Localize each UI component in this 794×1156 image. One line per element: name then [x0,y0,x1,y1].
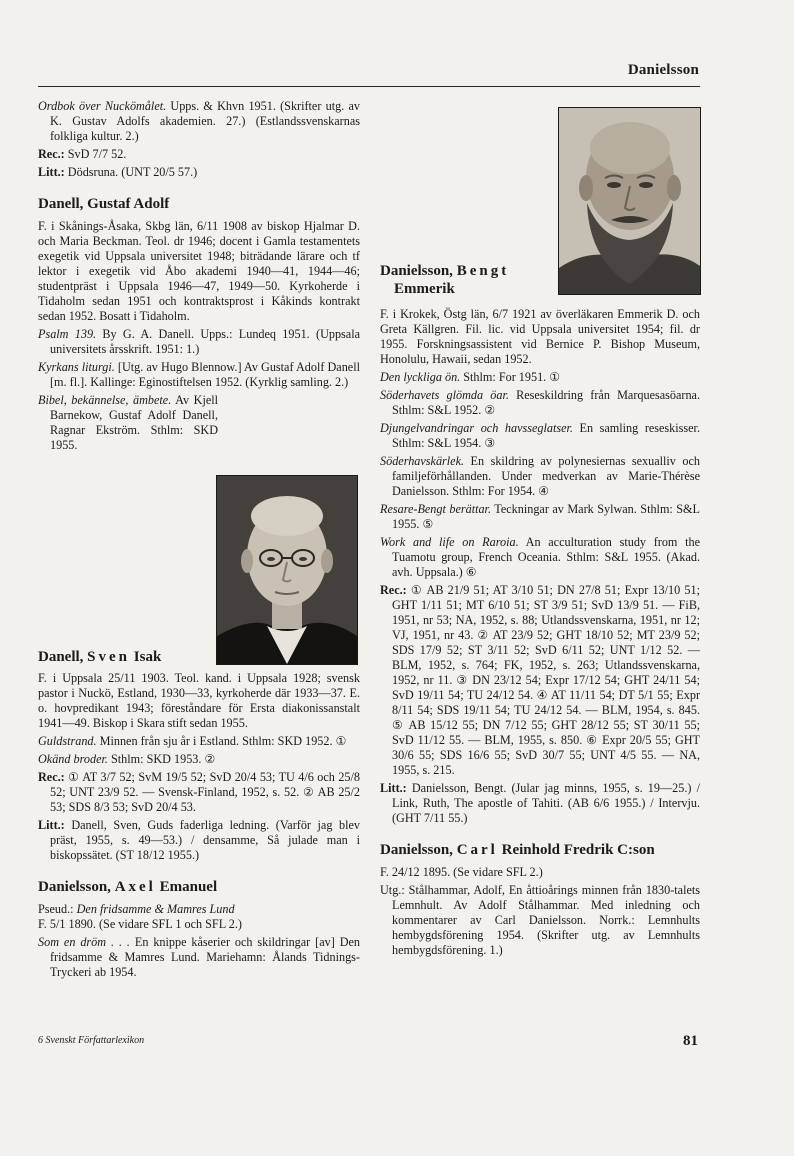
bio-gustaf: F. i Skånings-Åsaka, Skbg län, 6/11 1908 av biskop Hjalmar D. och Maria Beckman. Teol. dr 1946; docent i Gamla testamentets exegetik vid Uppsala universitet 1948; biträdande lärare och tf lektor i exegetik vid Åbo akademi 1940—41, 1944—46; studentpräst i Uppsala 1946—47, 1949—50. Kyrkoherde i Tidaholm sedan 1951 och kontraktsprost i Kåkinds kontrakt sedan 1952. Bosatt i Tidaholm. [38,219,360,323]
work-entry [380,454,700,499]
work-details: Teckningar av Mark Sylwan. Sthlm: S&L 1955. ⑤ [392,502,700,531]
work-details: Reseskildring från Marquesasöarna. Sthlm: S&L 1952. ② [392,388,700,417]
header-rule [38,86,700,87]
heading-given-name: Bengt [456,263,510,279]
work-details: En skildring av polynesiernas sexualliv och familjeförhållanden. Under medverkan av Marie-Thérèse Danielsson. Sthlm: For 1954. ④ [392,454,700,498]
portrait-bengt-image [559,108,700,294]
work-details: Sthlm: For 1951. ① [460,370,561,384]
work-details: Upps. & Khvn 1951. (Skrifter utg. av K. Gustav Adolfs akademien. 27.) (Estlandssvenskarnas folkliga kultur. 2.) [50,99,360,143]
work-title: Kyrkans liturgi. [38,360,115,374]
heading-surname: Danielsson, [380,263,457,279]
review-bengt [380,583,700,778]
bio-carl: F. 24/12 1895. (Se vidare SFL 2.) [380,865,543,879]
heading-rest: Emmerik [394,281,455,297]
running-head: Danielsson [627,62,699,78]
utg-label: Utg.: [380,883,405,897]
heading-surname: Danielsson, [38,879,115,895]
entry-heading-gustaf: Danell, Gustaf Adolf [38,196,170,212]
right-column [380,307,700,961]
rec-label: Rec.: [38,770,65,784]
left-column [38,99,360,456]
litt-label: Litt.: [38,818,65,832]
right-column-bengt-heading [380,262,550,304]
heading-surname: Danell, [38,649,88,665]
work-entry [380,388,700,418]
litt-label: Litt.: [38,165,65,179]
intro-work-entry [38,99,360,144]
heading-given-name: Sven [87,649,131,665]
editor-carl [380,883,700,958]
bio-axel: F. 5/1 1890. (Se vidare SFL 1 och SFL 2.) [38,917,242,931]
literature-sven [38,818,360,863]
work-entry [38,734,360,749]
litt-label: Litt.: [380,781,407,795]
heading-rest: Emanuel [155,879,218,895]
work-title: Söderhavets glömda öar. [380,388,509,402]
entry-heading-sven [38,648,206,666]
litt-text: Danielsson, Bengt. (Jular jag minns, 1955, s. 19—25.) / Link, Ruth, The apostle of Tahiti. (AB 6/6 1955.) / Intervju. (GHT 7/11 55.) [392,781,700,825]
work-title: Okänd broder. [38,752,108,766]
pseud-label: Pseud.: [38,902,74,916]
entry-heading-carl [380,841,700,859]
portrait-bengt-danielsson [558,107,701,295]
work-details: Sthlm: SKD 1953. ② [107,752,216,766]
work-title: Work and life on Raroia. [380,535,519,549]
entry-heading-axel [38,878,360,896]
work-title: Guldstrand. [38,734,97,748]
work-title: Psalm 139. [38,327,97,341]
work-entry [380,535,700,580]
work-details: By G. A. Danell. Upps.: Lundeq 1951. (Uppsala universitets årsskrift. 1951: 1.) [50,327,361,356]
utg-text: Stålhammar, Adolf, En åttioårings minnen från 1830-talets Lemnhult. Av Adolf Stålhammar. Med inledning och kommentarer av Carl Danielsson. Norrk.: Lemnhults hembygdsförening 1954. (Skrifter utg. av Lemnhults hembygdsförening. 1.) [392,883,700,957]
work-details: [Utg. av Hugo Blennow.] Av Gustaf Adolf Danell [m. fl.]. Kallinge: Eginostiftelsen 1952. (Kyrklig samling. 2.) [50,360,360,389]
intro-literature-line [38,165,360,180]
rec-label: Rec.: [380,583,407,597]
work-details: En samling reseskisser. Sthlm: S&L 1954. ③ [392,421,700,450]
work-title: Som en dröm . . . [38,935,130,949]
work-entry [38,360,360,390]
portrait-sven-image [217,476,357,664]
work-title: Bibel, bekännelse, ämbete. [38,393,172,407]
work-details: Av Kjell Barnekow, Gustaf Adolf Danell, Ragnar Ekström. Sthlm: SKD 1955. [50,393,219,452]
heading-rest: Reinhold Fredrik C:son [497,842,655,858]
rec-text: ① AB 21/9 51; AT 3/10 51; DN 27/8 51; Expr 13/10 51; GHT 1/11 51; MT 6/10 51; ST 3/9 51; SvD 13/9 51. — FiB, 1951, nr 53; NA, 1952, s. 88; Utlandssvenskarna, 1951, nr 12; VJ, 1951, nr 43. ② AT 23/9 52; GHT 18/10 52; MT 23/9 52; SDS 17/9 52; ST 3/11 52; SvD 6/11 52; UNT 1/12 52. — BLM, 1952, s. 764; FK, 1952, s. 263; Utlandssvenskarna, 1952, nr 11. ③ DN 23/12 54; Expr 17/12 54; GHT 24/11 54; SvD 19/11 54; TU 24/12 54. ④ AT 11/11 54; DT 5/1 55; Expr 8/11 54; SDS 19/11 54; TU 24/12 54. — BLM, 1954, s. 845. ⑤ AB 15/12 55; DN 7/12 55; GHT 28/12 55; ST 30/11 55; SvD 11/12 55. — BLM, 1955, s. 850. ⑥ Expr 20/5 55; GHT 30/6 55; SDS 16/6 55; SvD 30/7 55; UNT 4/5 55. — NA, 1955, s. 215. [392,583,700,777]
work-entry [38,935,360,980]
work-title: Söderhavskärlek. [380,454,465,468]
work-title: Resare-Bengt berättar. [380,502,491,516]
work-details: An acculturation study from the Tuamotu group, French Oceania. Sthlm: S&L 1955. (Akad. avh. Uppsala.) ⑥ [392,535,701,579]
work-entry [380,421,700,451]
pseudonym-axel [38,902,360,917]
heading-surname: Danielsson, [380,842,457,858]
printer-signature: 6 Svenskt Författarlexikon [38,1035,145,1046]
litt-text: Danell, Sven, Guds faderliga ledning. (Varför jag blev präst, 1955, s. 49—53.) / densamme, Så julade man i biskopssätet. (ST 18/12 1955.) [50,818,360,862]
work-title: Djungelvandringar och havsseglatser. [380,421,573,435]
work-entry [380,502,700,532]
portrait-sven-danell [216,475,358,665]
work-details: Minnen från sju år i Estland. Sthlm: SKD 1952. ① [96,734,347,748]
bio-bengt: F. i Krokek, Östg län, 6/7 1921 av överläkaren Emmerik D. och Greta Källgren. Fil. lic. vid Uppsala universitet 1954; fil. dr 1955. Forskningsassistent vid Bernice P. Bishop Museum, Honolulu, Hawaii, sedan 1952. [380,307,700,366]
work-entry [38,393,218,453]
heading-rest: Isak [130,649,162,665]
intro-review-line [38,147,360,162]
rec-text: ① AT 3/7 52; SvM 19/5 52; SvD 20/4 53; TU 4/6 och 25/8 52; UNT 23/9 52. — Svensk-Finland, 1952, s. 52. ② AB 25/2 53; SDS 8/3 53; SvD 20/4 53. [50,770,360,814]
rec-text: SvD 7/7 52. [64,147,127,161]
heading-given-name: Carl [456,842,498,858]
heading-given-name: Axel [114,879,156,895]
pseud-text: Den fridsamme & Mamres Lund [73,902,235,916]
work-entry [38,752,360,767]
page-number: 81 [683,1033,698,1049]
work-title: Den lyckliga ön. [380,370,461,384]
bio-sven: F. i Uppsala 25/11 1903. Teol. kand. i Uppsala 1928; svensk pastor i Nuckö, Estland, 1930—33, kyrkoherde där 1933—37. E. o. hovpredikant 1943; föreståndare för Ersta diakonissanstalt 1941—49. Biskop i Skara stift sedan 1955. [38,671,360,730]
entry-heading-bengt [380,262,550,298]
rec-label: Rec.: [38,147,65,161]
literature-bengt [380,781,700,826]
left-column-lower [38,671,360,983]
litt-text: Dödsruna. (UNT 20/5 57.) [64,165,198,179]
review-sven [38,770,360,815]
left-column-sven-heading [38,648,206,672]
work-entry [38,327,360,357]
work-details: En knippe kåserier och skildringar [av] Den fridsamme & Mamres Lund. Mariehamn: Ålands Tidnings-Tryckeri ab 1954. [50,935,360,979]
work-title: Ordbok över Nuckömålet. [38,99,167,113]
work-entry [380,370,700,385]
